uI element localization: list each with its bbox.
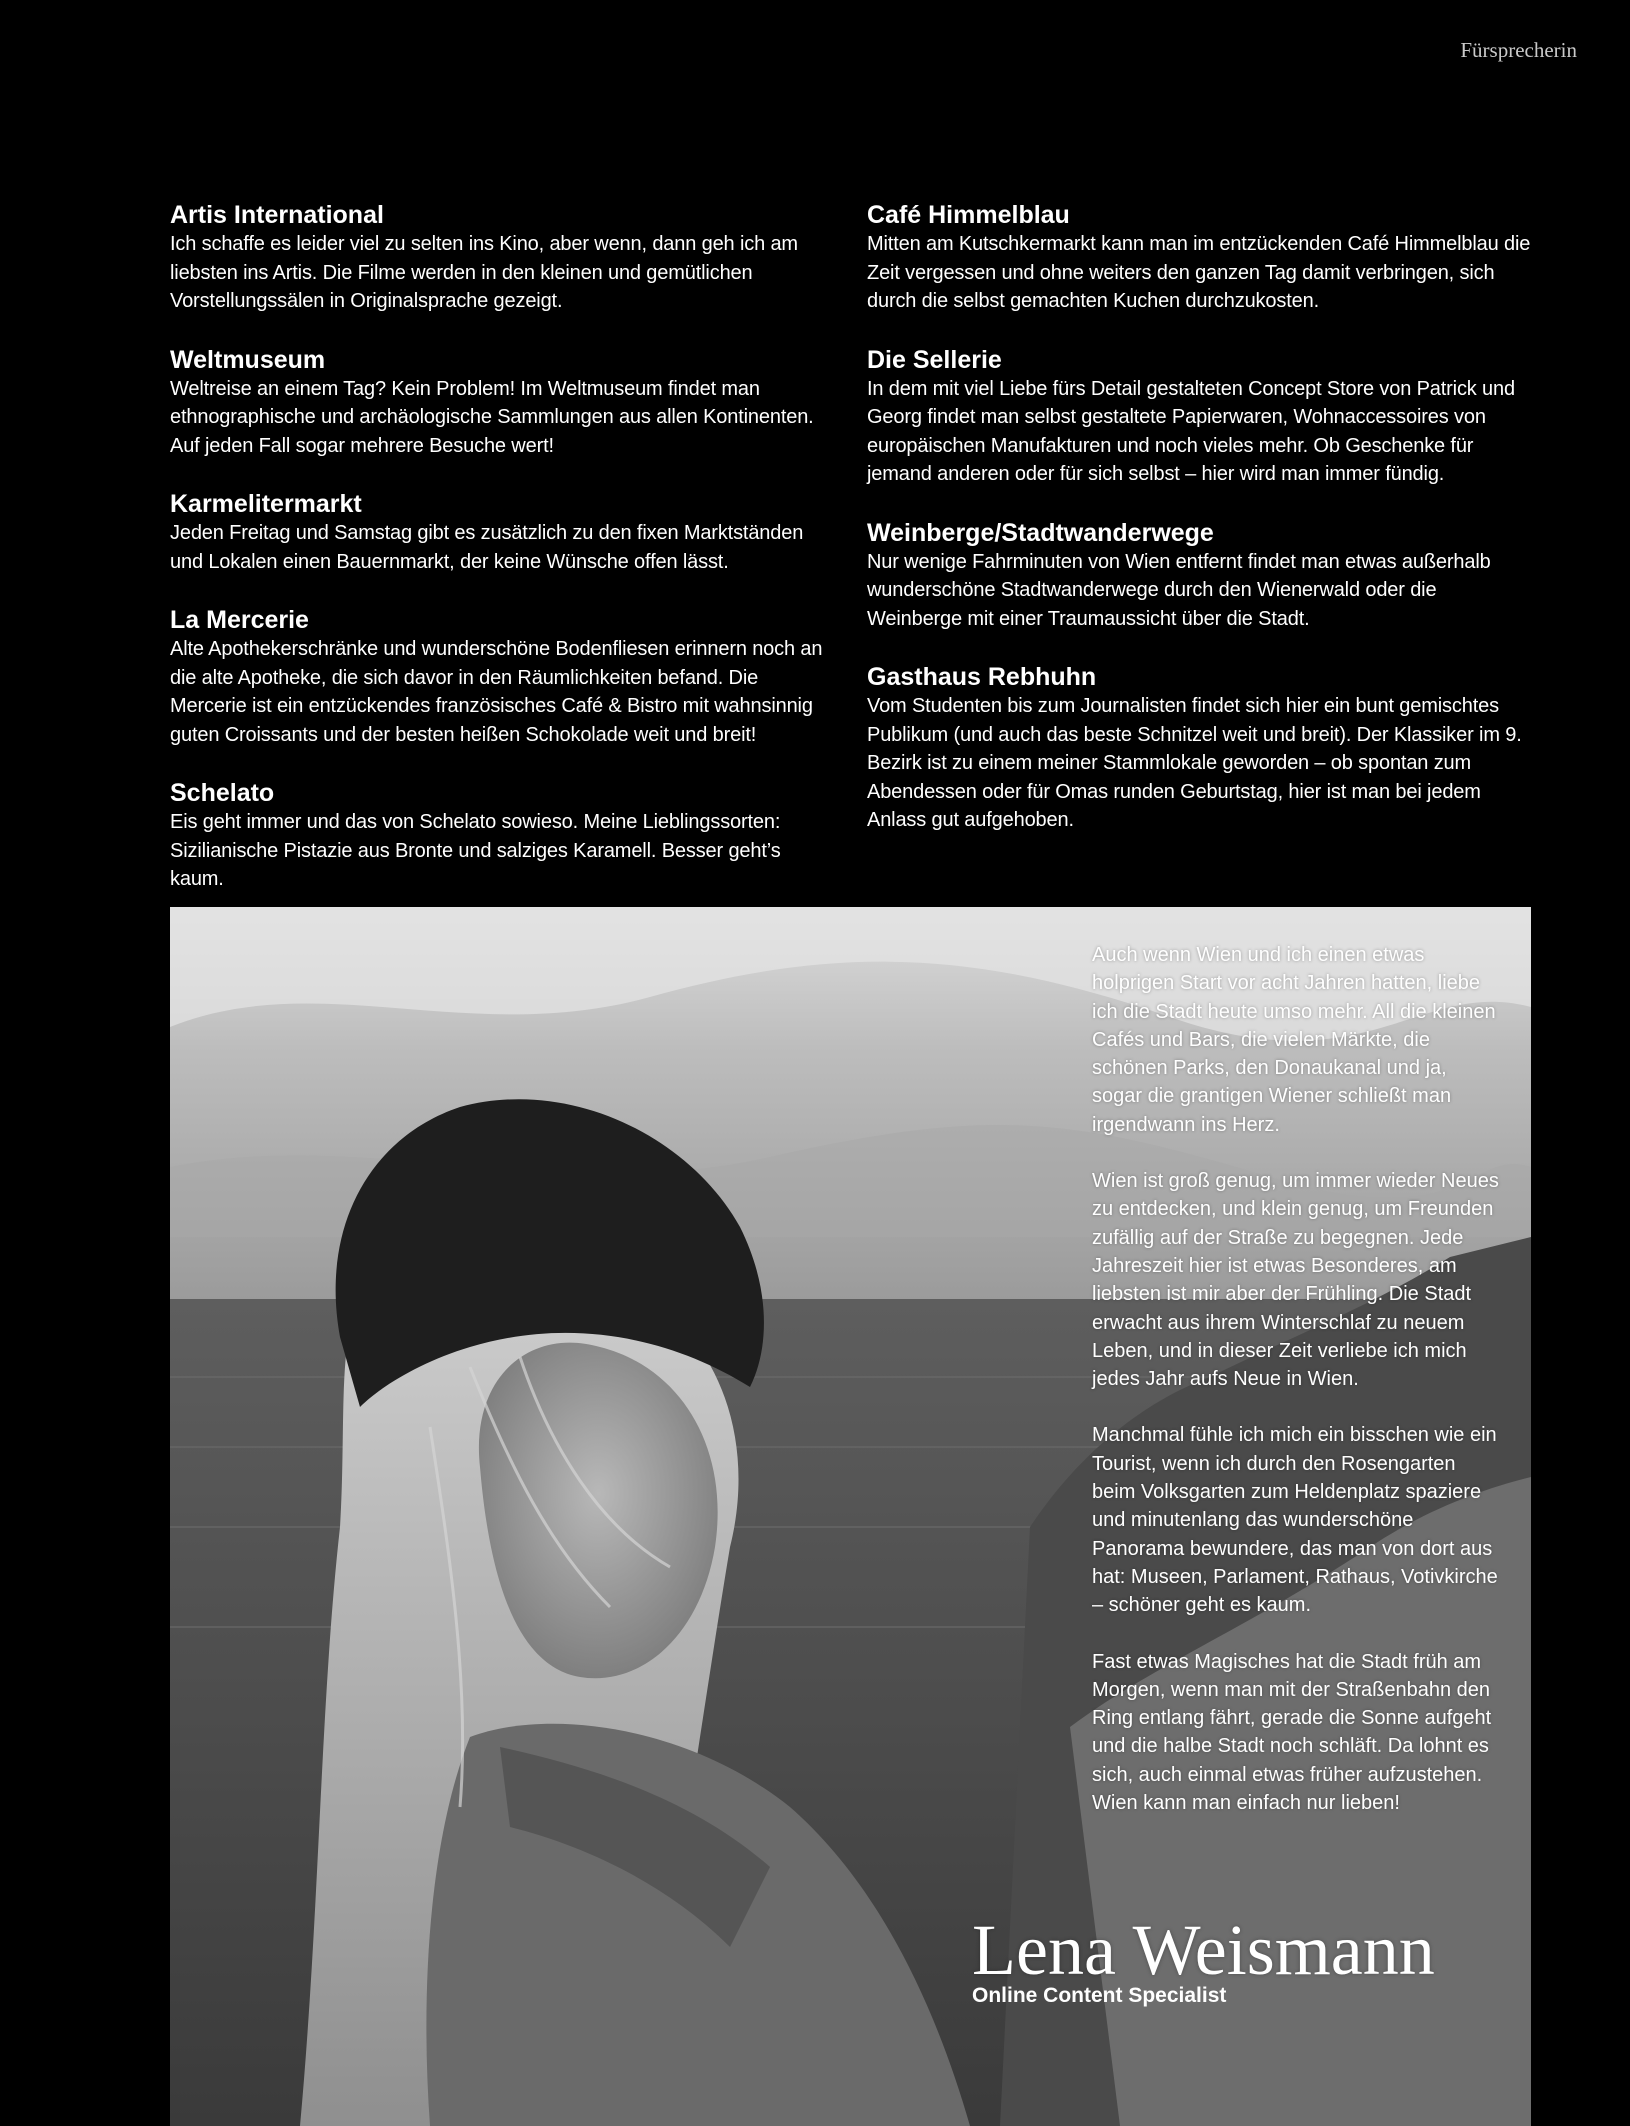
tip-text: Alte Apothekerschränke und wunderschöne Bodenfliesen erinnern noch an die alte Apotheke, die sich davor in den Räumlichkeiten befand. Die Mercerie ist ein entzückendes französisches Café & Bistro mit wahnsinnig guten Croissants und der besten heißen Schokolade weit und breit! — [170, 638, 823, 746]
tip-text: Mitten am Kutschkermarkt kann man im entzückenden Café Himmelblau die Zeit vergessen und ohne weiters den ganzen Tag damit verbringen, sich durch die selbst gemachten Kuchen durchzukosten. — [867, 233, 1531, 312]
left-column — [170, 200, 835, 923]
section-label: Fürsprecherin — [1460, 38, 1577, 62]
tip-text: Jeden Freitag und Samstag gibt es zusätzlich zu den fixen Marktständen und Lokalen einen Bauernmarkt, der keine Wünsche offen lässt. — [170, 522, 804, 573]
tip-title: Gasthaus Rebhuhn — [867, 663, 1097, 691]
tip-entry — [170, 489, 835, 576]
tip-entry — [867, 662, 1532, 835]
tip-title: Weinberge/Stadtwanderwege — [867, 518, 1214, 547]
tip-title: Schelato — [170, 779, 275, 807]
tip-entry — [170, 200, 835, 316]
story-text — [1092, 941, 1502, 1845]
author-block — [972, 1912, 1512, 2008]
tip-text: Vom Studenten bis zum Journalisten findet sich hier ein bunt gemischtes Publikum (und auch das beste Schnitzel weit und breit). Der Klassiker im 9. Bezirk ist zu einem meiner Stammlokale geworden – ob spontan zum Abendessen oder für Omas runden Geburtstag, hier ist man bei jedem Anlass gut aufgehoben. — [867, 695, 1522, 831]
right-column — [867, 200, 1532, 923]
tip-entry — [170, 345, 835, 461]
tip-title: Die Sellerie — [867, 345, 1002, 374]
tip-text: In dem mit viel Liebe fürs Detail gestalteten Concept Store von Patrick und Georg findet man selbst gestaltete Papierwaren, Wohnaccessoires von europäischen Manufakturen und noch vieles mehr. Ob Geschenke für jemand anderen oder für sich selbst – hier wird man immer fündig. — [867, 377, 1515, 485]
tip-title: Karmelitermarkt — [170, 490, 362, 518]
portrait-photo — [170, 907, 1531, 2126]
tip-title: Weltmuseum — [170, 345, 326, 374]
story-paragraph: Auch wenn Wien und ich einen etwas holprigen Start vor acht Jahren hatten, liebe ich die Stadt heute umso mehr. All die kleinen Cafés und Bars, die vielen Märkte, die schönen Parks, den Donaukanal und ja, sogar die grantigen Wiener schließt man irgendwann ins Herz. — [1092, 944, 1496, 1136]
tip-title: La Mercerie — [170, 606, 309, 634]
tip-text: Ich schaffe es leider viel zu selten ins Kino, aber wenn, dann geh ich am liebsten ins Artis. Die Filme werden in den kleinen und gemütlichen Vorstellungssälen in Originalsprache gezeigt. — [170, 233, 798, 312]
author-name: Lena Weismann — [972, 1910, 1435, 1990]
tip-entry — [867, 345, 1532, 489]
tip-entry — [867, 518, 1532, 634]
tip-title: Café Himmelblau — [867, 201, 1070, 229]
tip-entry — [867, 200, 1532, 316]
tips-columns — [170, 200, 1532, 923]
author-role: Online Content Specialist — [972, 1984, 1227, 2007]
tip-text: Eis geht immer und das von Schelato sowieso. Meine Lieblingssorten: Sizilianische Pistazie aus Bronte und salziges Karamell. Besser geht’s kaum. — [170, 811, 781, 890]
tip-entry — [170, 605, 835, 749]
tip-entry — [170, 778, 835, 894]
tip-title: Artis International — [170, 201, 384, 229]
story-paragraph: Fast etwas Magisches hat die Stadt früh am Morgen, wenn man mit der Straßenbahn den Ring entlang fährt, gerade die Sonne aufgeht und die halbe Stadt noch schläft. Da lohnt es sich, auch einmal etwas früher aufzustehen. Wien kann man einfach nur lieben! — [1092, 1650, 1492, 1815]
tip-text: Weltreise an einem Tag? Kein Problem! Im Weltmuseum findet man ethnographische und archäologische Sammlungen aus allen Kontinenten. Auf jeden Fall sogar mehrere Besuche wert! — [170, 377, 814, 457]
tip-text: Nur wenige Fahrminuten von Wien entfernt findet man etwas außerhalb wunderschöne Stadtwanderwege durch den Wienerwald oder die Weinberge mit einer Traumaussicht über die Stadt. — [867, 550, 1491, 630]
story-paragraph: Wien ist groß genug, um immer wieder Neues zu entdecken, und klein genug, um Freunden zufällig auf der Straße zu begegnen. Jede Jahreszeit hier ist etwas Besonderes, am liebsten ist mir aber der Frühling. Die Stadt erwacht aus ihrem Winterschlaf zu neuem Leben, und in dieser Zeit verliebe ich mich jedes Jahr aufs Neue in Wien. — [1092, 1170, 1499, 1391]
story-paragraph: Manchmal fühle ich mich ein bisschen wie ein Tourist, wenn ich durch den Rosengarten beim Volksgarten zum Heldenplatz spaziere und minutenlang das wunderschöne Panorama bewundere, das man von dort aus hat: Museen, Parlament, Rathaus, Votivkirche – schöner geht es kaum. — [1092, 1424, 1498, 1617]
